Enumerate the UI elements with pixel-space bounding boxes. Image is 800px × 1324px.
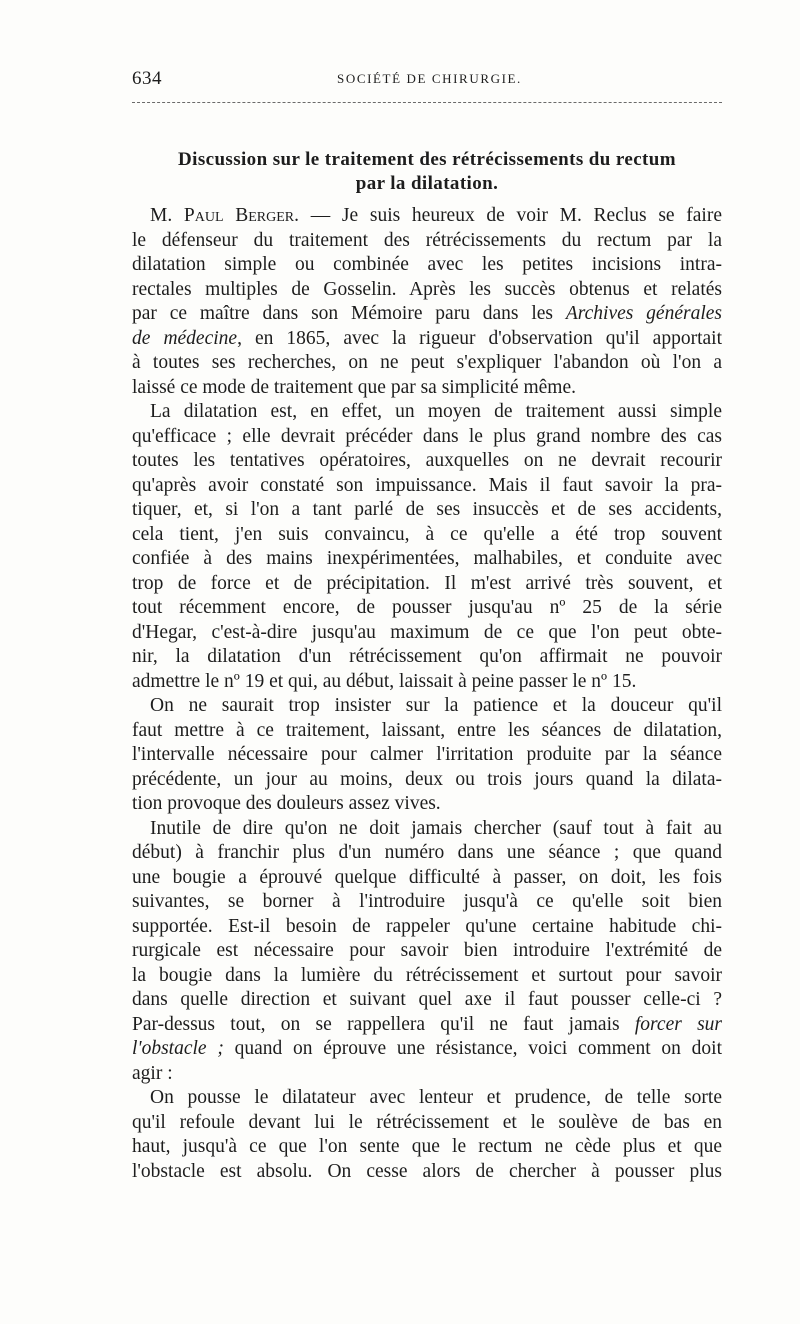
text-line: dans quelle direction et suivant quel axe il faut pousser celle-ci ? [132,989,722,1010]
text-line: qu'après avoir constaté son impuissance. Mais il faut savoir la pra- [132,474,722,496]
text-line: tiquer, et, si l'on a tant parlé de ses insuccès et de ses accidents, [132,499,722,520]
text-line: Par-dessus tout, on se rappellera qu'il ne faut jamais forcer sur [132,1013,723,1035]
text-line: précédente, un jour au moins, deux ou trois jours quand la dilata- [132,768,722,790]
text-line: On pousse le dilatateur avec lenteur et prudence, de telle sorte [150,1087,722,1108]
text-line: début) à franchir plus d'un numéro dans une séance ; que quand [132,842,722,863]
text-line: confiée à des mains inexpérimentées, malhabiles, et conduite avec [132,548,722,569]
emphasis: l'obstacle ; [132,1038,224,1059]
page-number: 634 [132,68,162,89]
emphasis: forcer sur [634,1013,723,1035]
text-line: On ne saurait trop insister sur la patience et la douceur qu'il [150,695,722,716]
text-line: toutes les tentatives opératoires, auxquelles on ne devrait recourir [132,450,722,471]
text-line: une bougie a éprouvé quelque difficulté à passer, on doit, les fois [132,866,722,888]
text-line: supportée. Est-il besoin de rappeler qu'une certaine habitude chi- [132,915,722,937]
text-line: d'Hegar, c'est-à-dire jusqu'au maximum de ce que l'on peut obte- [132,621,722,643]
text-line: admettre le nº 19 et qui, au début, laissait à peine passer le nº 15. [132,670,637,692]
text-line: l'obstacle ; quand on éprouve une résistance, voici comment on doit [132,1038,722,1059]
journal-title: de médecine [132,327,238,349]
text-line: faut mettre à ce traitement, laissant, entre les séances de dilatation, [132,719,722,741]
text-line: qu'efficace ; elle devrait précéder dans le plus grand nombre des cas [132,425,722,447]
text-line: par ce maître dans son Mémoire paru dans les Archives générales [132,303,722,324]
text-line: suivantes, se borner à l'introduire jusqu'à ce qu'elle soit bien [132,891,722,912]
speaker-name: Paul Berger. [183,205,300,226]
text-line: agir : [132,1062,173,1084]
text-line: l'obstacle est absolu. On cesse alors de chercher à pousser plus [132,1160,722,1182]
text-line: tion provoque des douleurs assez vives. [132,793,441,814]
text-line: M. Paul Berger. — Je suis heureux de voir M. Reclus se faire [150,205,722,226]
text-line: haut, jusqu'à ce que l'on sente que le rectum ne cède plus et que [132,1136,722,1157]
article-title-line: par la dilatation. [355,173,499,194]
journal-title: Archives générales [565,303,722,324]
body-text [132,204,722,1184]
header-rule [132,102,722,103]
text-line: de médecine, en 1865, avec la rigueur d'observation qu'il apportait [132,327,722,349]
text-line: tout récemment encore, de pousser jusqu'au nº 25 de la série [132,597,722,618]
text-line: trop de force et de précipitation. Il m'est arrivé très souvent, et [132,572,722,594]
text-line: le défenseur du traitement des rétrécissements du rectum par la [132,229,722,251]
running-title: SOCIÉTÉ DE CHIRURGIE. [337,71,522,86]
text-line: La dilatation est, en effet, un moyen de traitement aussi simple [150,401,722,422]
article-title-line: Discussion sur le traitement des rétrécissements du rectum [178,149,676,170]
text-line: qu'il refoule devant lui le rétrécissement et le soulève de bas en [132,1111,722,1133]
article-title [132,148,722,196]
speaker-prefix: M. [150,205,184,226]
text-line: rectales multiples de Gosselin. Après les succès obtenus et relatés [132,278,722,300]
text-line: à toutes ses recherches, on ne peut s'expliquer l'abandon où l'on a [132,352,722,373]
text-line: cela tient, j'en suis convaincu, à ce qu'elle a été trop souvent [132,523,722,545]
text-line: nir, la dilatation d'un rétrécissement qu'on affirmait ne pouvoir [132,646,722,667]
text-line: la bougie dans la lumière du rétrécissement et surtout pour savoir [132,964,722,986]
text-line: l'intervalle nécessaire pour calmer l'irritation produite par la séance [132,744,722,765]
text-line: dilatation simple ou combinée avec les petites incisions intra- [132,254,722,275]
text-line: rurgicale est nécessaire pour savoir bien introduire l'extrémité de [132,940,722,961]
text-line: Inutile de dire qu'on ne doit jamais chercher (sauf tout à fait au [150,817,722,839]
text-line: laissé ce mode de traitement que par sa simplicité même. [132,376,577,398]
running-head [132,68,722,92]
